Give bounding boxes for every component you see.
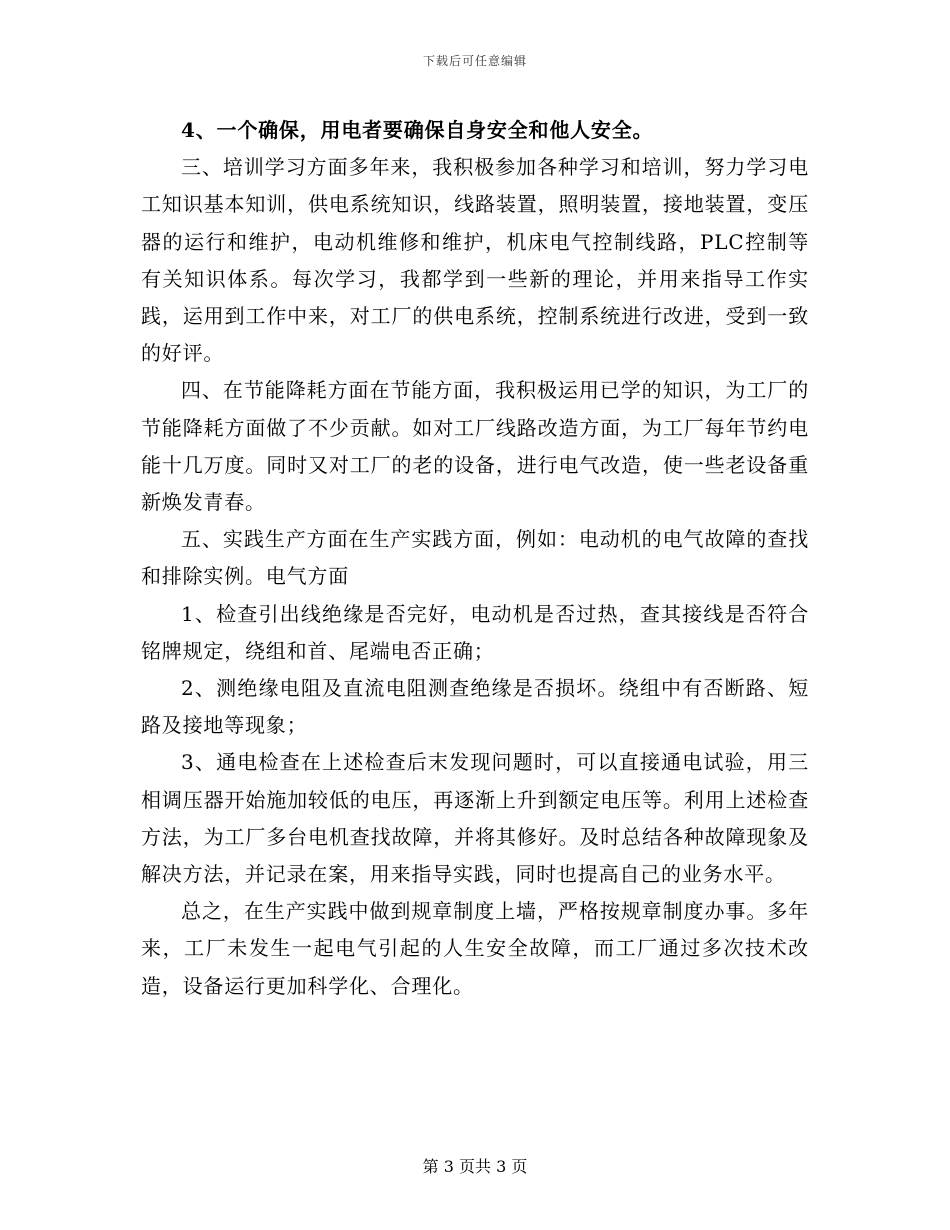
paragraph-practice: 五、实践生产方面在生产实践方面，例如：电动机的电气故障的查找和排除实例。电气方面 xyxy=(141,527,809,589)
paragraph-item-4-safety: 4、一个确保，用电者要确保自身安全和他人安全。 xyxy=(181,118,654,142)
paragraph-summary: 总之，在生产实践中做到规章制度上墙，严格按规章制度办事。多年来，工厂未发生一起电气引起的人生安全故障，而工厂通过多次技术改造，设备运行更加科学化、合理化。 xyxy=(141,899,809,998)
paragraph-training: 三、培训学习方面多年来，我积极参加各种学习和培训，努力学习电工知识基本知训，供电系统知识，线路装置，照明装置，接地装置，变压器的运行和维护，电动机维修和维护，机床电气控制线路，PLC控制等有关知识体系。每次学习，我都学到一些新的理论，并用来指导工作实践，运用到工作中来，对工厂的供电系统，控制系统进行改进，受到一致的好评。 xyxy=(141,155,809,366)
document-body xyxy=(141,112,809,1005)
page-header-note: 下载后可任意编辑 xyxy=(422,54,527,68)
page-number: 第 3 页共 3 页 xyxy=(422,1157,528,1176)
paragraph-step-1: 1、检查引出线绝缘是否完好，电动机是否过热，查其接线是否符合铭牌规定，绕组和首、尾端电否正确； xyxy=(141,601,809,663)
paragraph-step-3: 3、通电检查在上述检查后末发现问题时，可以直接通电试验，用三相调压器开始施加较低的电压，再逐渐上升到额定电压等。利用上述检查方法，为工厂多台电机查找故障，并将其修好。及时总结各种故障现象及解决方法，并记录在案，用来指导实践，同时也提高自己的业务水平。 xyxy=(141,750,809,887)
paragraph-energy-saving: 四、在节能降耗方面在节能方面，我积极运用已学的知识，为工厂的节能降耗方面做了不少贡献。如对工厂线路改造方面，为工厂每年节约电能十几万度。同时又对工厂的老的设备，进行电气改造，使一些老设备重新焕发青春。 xyxy=(141,378,809,515)
paragraph-step-2: 2、测绝缘电阻及直流电阻测查绝缘是否损坏。绕组中有否断路、短路及接地等现象； xyxy=(141,676,809,738)
